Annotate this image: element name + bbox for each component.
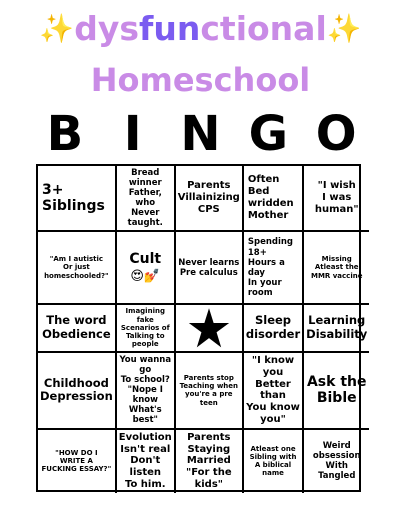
bingo-cell[interactable]: "HOW DO I WRITE A FUCKING ESSAY?" [38, 430, 117, 493]
bingo-cell[interactable]: 3+ Siblings [38, 166, 117, 232]
bingo-cell[interactable]: Evolution Isn't real Don't listen To him. [117, 430, 176, 493]
bingo-cell[interactable]: Imagining fake Scenarios of Talking to people [117, 305, 176, 353]
bingo-cell[interactable]: "I wish I was human" [304, 166, 369, 232]
bingo-cell[interactable]: Sleep disorder [244, 305, 304, 353]
bingo-cell[interactable]: Atleast one Sibling with A biblical name [244, 430, 304, 493]
bingo-cell[interactable]: Never learns Pre calculus [176, 232, 244, 305]
bingo-cell[interactable]: Parents Staying Married "For the kids" [176, 430, 244, 493]
bingo-cell[interactable]: "I know you Better than You know you" [244, 353, 304, 430]
page-title [0, 6, 401, 52]
bingo-cell-cult[interactable] [117, 232, 176, 305]
sparkles-icon: ✨ [326, 12, 362, 45]
bingo-cell[interactable]: Spending 18+ Hours a day In your room [244, 232, 304, 305]
heart-eyes-nail-polish-icon: 😍💅 [130, 269, 161, 285]
bingo-cell[interactable]: Parents stop Teaching when you're a pre teen [176, 353, 244, 430]
bingo-cell[interactable]: Parents Villainizing CPS [176, 166, 244, 232]
bingo-cell[interactable]: The word Obedience [38, 305, 117, 353]
bingo-cell[interactable]: Often Bed wridden Mother [244, 166, 304, 232]
free-space[interactable] [176, 305, 244, 353]
bingo-letter: G [248, 106, 288, 162]
bingo-letter: B [46, 106, 84, 162]
title-text-part: ctional [200, 9, 327, 48]
bingo-cell[interactable]: Bread winner Father, who Never taught. [117, 166, 176, 232]
title-text-part: fun [139, 9, 201, 48]
sparkles-icon: ✨ [39, 12, 75, 45]
bingo-letter: N [180, 106, 221, 162]
title-text-part: dys [74, 9, 140, 48]
bingo-cell[interactable]: Childhood Depression [38, 353, 117, 430]
star-icon [188, 307, 230, 349]
bingo-cell[interactable]: Learning Disability [304, 305, 369, 353]
bingo-cell[interactable]: You wanna go To school? "Nope I know What's best" [117, 353, 176, 430]
page-subtitle: Homeschool [90, 61, 311, 99]
bingo-letter: I [123, 106, 142, 162]
bingo-cell-text: Cult [129, 250, 162, 267]
bingo-header [31, 106, 370, 162]
bingo-cell[interactable]: Weird obsession With Tangled [312, 441, 361, 482]
bingo-board [36, 164, 368, 492]
bingo-cell[interactable]: Missing Atleast the MMR vaccine [304, 232, 369, 305]
bingo-letter: O [315, 106, 357, 162]
bingo-cell[interactable]: "Am I autistic Or just homeschooled?" [38, 232, 117, 305]
bingo-cell[interactable]: Ask the Bible [304, 353, 369, 430]
